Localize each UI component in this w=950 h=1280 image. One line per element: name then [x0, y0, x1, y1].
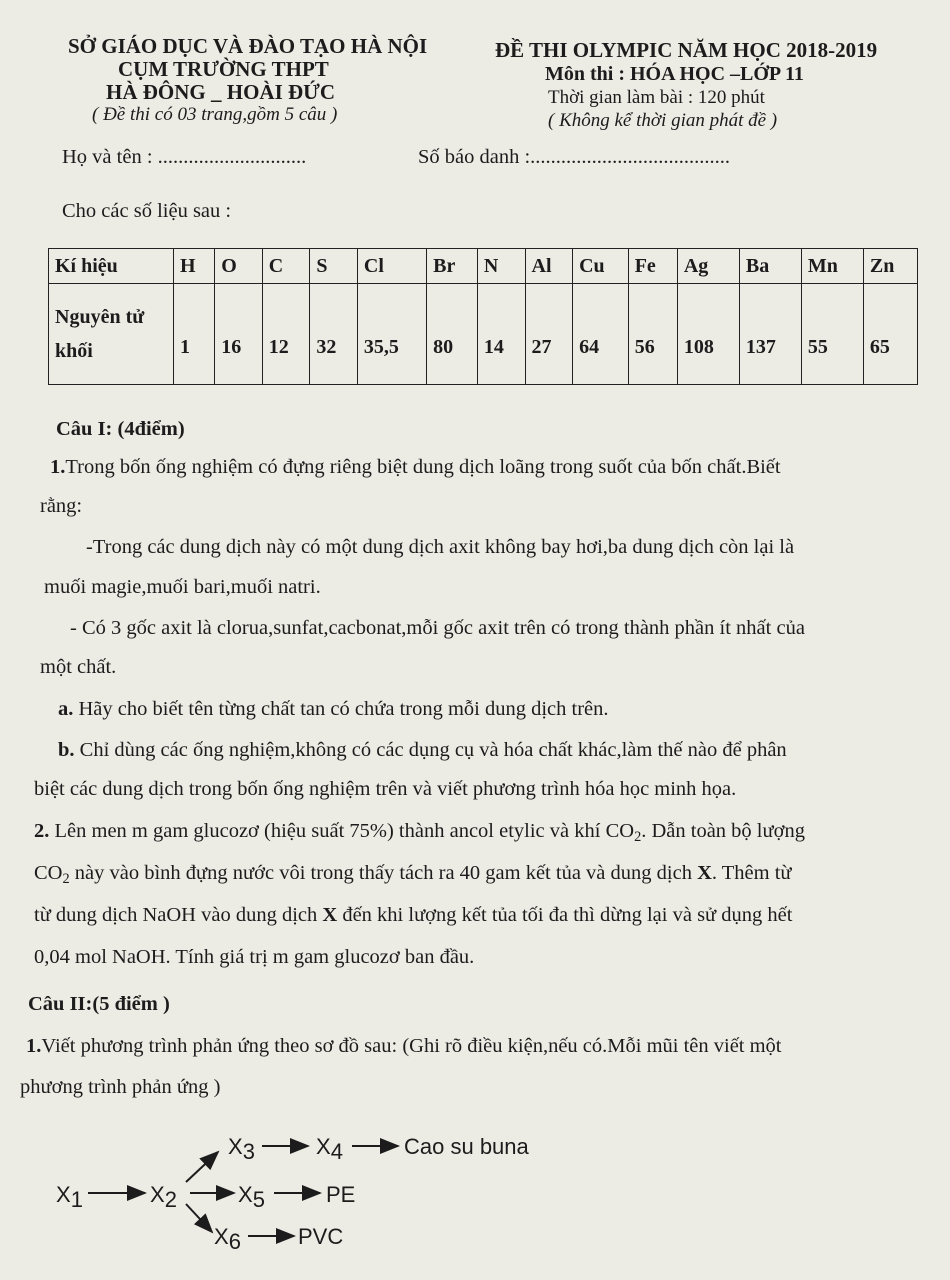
q1-part2-line3	[34, 904, 792, 927]
q1-bullet1-line1: -Trong các dung dịch này có một dung dịch axit không bay hơi,ba dung dịch còn lại là	[86, 536, 795, 558]
q2-part1-number: 1.	[26, 1035, 42, 1057]
mass-cell: 80	[427, 284, 478, 385]
species-x3: X3	[228, 1134, 255, 1164]
q1-part1-line1	[50, 456, 781, 479]
mass-row-label-line2: khối	[55, 340, 93, 362]
species-x5: X5	[238, 1182, 265, 1212]
q1-part-a-label: a.	[58, 698, 74, 720]
atomic-mass-table	[48, 248, 918, 385]
exam-subject: Môn thi : HÓA HỌC –LỚP 11	[545, 63, 804, 85]
symbol-cell: Ba	[739, 249, 801, 284]
question-1-title: Câu I: (4điểm)	[56, 418, 185, 440]
mass-cell: 1	[174, 284, 215, 385]
department-name: SỞ GIÁO DỤC VÀ ĐÀO TẠO HÀ NỘI	[68, 34, 428, 58]
mass-cell: 65	[863, 284, 917, 385]
q1-bullet2-line2: một chất.	[40, 656, 117, 678]
pages-note: ( Đề thi có 03 trang,gồm 5 câu )	[92, 104, 338, 125]
candidate-name-field: Họ và tên : .............................	[62, 146, 307, 168]
arrow-x2-x6	[186, 1204, 212, 1232]
q1-part-a-text: Hãy cho biết tên từng chất tan có chứa trong mỗi dung dịch trên.	[73, 698, 609, 720]
q1-part1-text: Trong bốn ống nghiệm có đựng riêng biệt dung dịch loãng trong suốt của bốn chất.Biết	[65, 456, 781, 478]
mass-cell: 27	[525, 284, 573, 385]
q1-part2-text-a: Lên men m gam glucozơ (hiệu suất 75%) thành ancol etylic và khí CO	[49, 820, 635, 842]
species-x2: X2	[150, 1182, 177, 1212]
symbol-cell: N	[477, 249, 525, 284]
mass-row-label	[49, 284, 174, 385]
mass-cell: 12	[262, 284, 310, 385]
subscript: 2	[634, 829, 642, 845]
mass-cell: 55	[801, 284, 863, 385]
solution-x: X	[697, 862, 712, 884]
exam-title: ĐỀ THI OLYMPIC NĂM HỌC 2018-2019	[495, 38, 878, 62]
q1-part2-number: 2.	[34, 820, 50, 842]
mass-cell: 32	[310, 284, 358, 385]
mass-cell: 35,5	[357, 284, 426, 385]
co2-formula: CO	[34, 862, 63, 884]
symbol-cell: Br	[427, 249, 478, 284]
subscript: 2	[62, 871, 70, 887]
q2-part1-line1	[26, 1035, 782, 1058]
mass-cell: 56	[628, 284, 677, 385]
q1-part1-number: 1.	[50, 456, 66, 478]
exam-time: Thời gian làm bài : 120 phút	[548, 87, 765, 108]
reaction-scheme	[0, 1120, 950, 1280]
time-note: ( Không kể thời gian phát đề )	[548, 110, 778, 131]
symbol-row-label: Kí hiệu	[49, 249, 174, 284]
q1-part2-text-e: từ dung dịch NaOH vào dung dịch	[34, 904, 323, 926]
mass-cell: 16	[215, 284, 263, 385]
q1-part-b-line2: biệt các dung dịch trong bốn ống nghiệm trên và viết phương trình hóa học minh họa.	[34, 778, 737, 800]
q1-bullet2-line1: - Có 3 gốc axit là clorua,sunfat,cacbonat,mỗi gốc axit trên có trong thành phần ít nhất của	[70, 617, 805, 639]
q1-part-b-line1	[58, 739, 787, 762]
candidate-id-field: Số báo danh :.......................................	[418, 146, 731, 168]
q1-part-b-label: b.	[58, 739, 75, 761]
symbol-cell: O	[215, 249, 263, 284]
species-x1: X1	[56, 1182, 83, 1212]
symbol-cell: Al	[525, 249, 573, 284]
arrow-x2-x3	[186, 1152, 218, 1182]
data-intro: Cho các số liệu sau :	[62, 200, 232, 222]
q1-part2-text-d: . Thêm từ	[711, 862, 792, 884]
symbol-cell: Mn	[801, 249, 863, 284]
cluster-name: CỤM TRƯỜNG THPT	[118, 57, 329, 81]
q1-part-a	[58, 698, 609, 721]
q1-part1-line2: rằng:	[40, 495, 83, 517]
species-x4: X4	[316, 1134, 343, 1164]
symbol-cell: Ag	[677, 249, 739, 284]
symbol-cell: C	[262, 249, 310, 284]
product-cao-su-buna: Cao su buna	[404, 1134, 529, 1159]
school-names: HÀ ĐÔNG _ HOÀI ĐỨC	[106, 80, 336, 104]
q2-part1-text: Viết phương trình phản ứng theo sơ đồ sau: (Ghi rõ điều kiện,nếu có.Mỗi mũi tên viết một	[41, 1035, 782, 1057]
mass-cell: 108	[677, 284, 739, 385]
product-pvc: PVC	[298, 1224, 344, 1249]
q2-part1-line2: phương trình phản ứng )	[20, 1076, 221, 1098]
solution-x: X	[322, 904, 338, 926]
symbol-cell: S	[310, 249, 358, 284]
q1-part2-text-b: . Dẫn toàn bộ lượng	[641, 820, 805, 842]
symbol-cell: H	[174, 249, 215, 284]
mass-row-label-line1: Nguyên tử	[55, 306, 145, 328]
q1-part2-line2	[34, 862, 792, 888]
q1-part-b-text: Chỉ dùng các ống nghiệm,không có các dụng cụ và hóa chất khác,làm thế nào để phân	[74, 739, 787, 761]
product-pe: PE	[326, 1182, 356, 1207]
mass-cell: 137	[739, 284, 801, 385]
symbol-cell: Fe	[628, 249, 677, 284]
mass-cell: 64	[573, 284, 629, 385]
mass-cell: 14	[477, 284, 525, 385]
q1-bullet1-line2: muối magie,muối bari,muối natri.	[44, 576, 321, 598]
q1-part2-text-f: đến khi lượng kết tủa tối đa thì dừng lại và sử dụng hết	[337, 904, 793, 926]
symbol-row	[49, 249, 918, 284]
q1-part2-line1	[34, 820, 805, 846]
question-2-title: Câu II:(5 điểm )	[28, 993, 170, 1015]
mass-row	[49, 284, 918, 385]
species-x6: X6	[214, 1224, 241, 1254]
q1-part2-line4: 0,04 mol NaOH. Tính giá trị m gam glucozơ ban đầu.	[34, 946, 475, 968]
q1-part2-text-c: này vào bình đựng nước vôi trong thấy tách ra 40 gam kết tủa và dung dịch	[69, 862, 698, 884]
symbol-cell: Zn	[863, 249, 917, 284]
symbol-cell: Cu	[573, 249, 629, 284]
symbol-cell: Cl	[357, 249, 426, 284]
